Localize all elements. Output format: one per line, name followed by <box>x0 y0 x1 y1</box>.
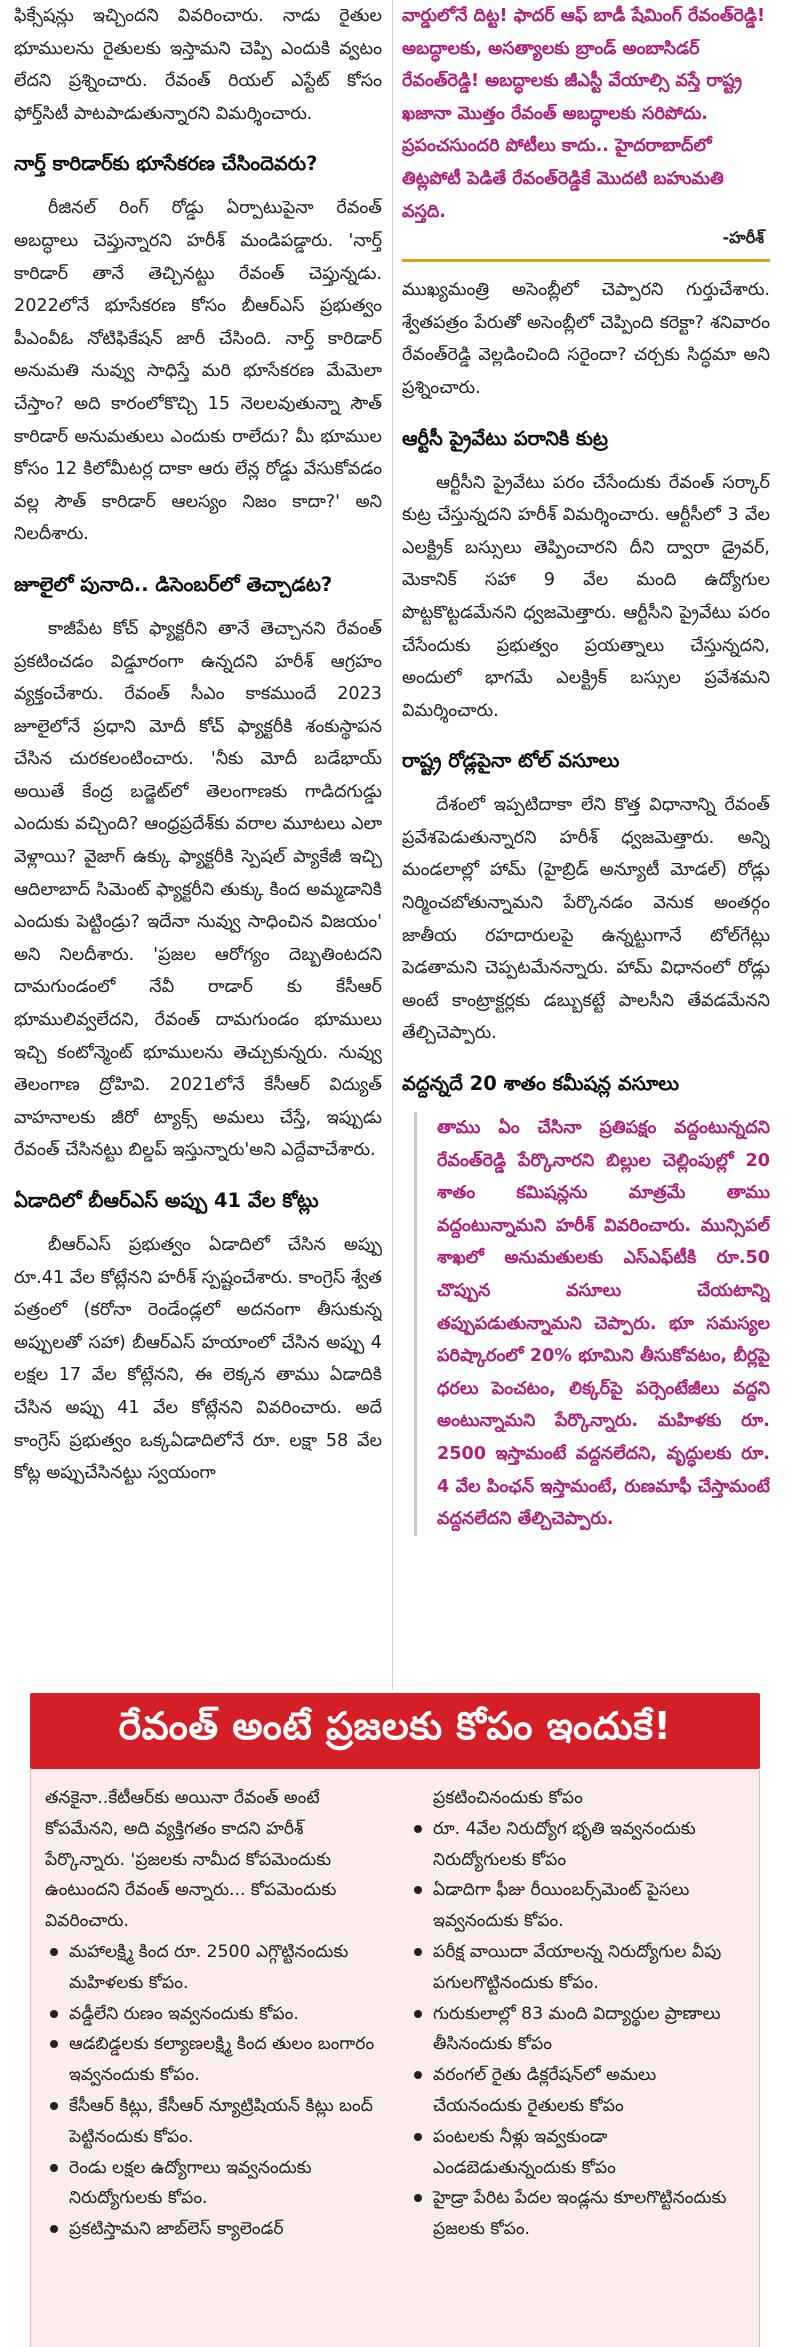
highlight-box <box>414 1112 770 1536</box>
list-item: హైడ్రా పేరిట పేదల ఇండ్లను కూలగొట్టినందుకు ప్రజలకు కోపం. <box>409 2183 744 2245</box>
list-item: పంటలకు నీళ్లు ఇవ్వకుండా ఎండబెడుతున్నందుకు కోపం <box>409 2122 744 2184</box>
right-paragraph-3: దేశంలో ఇప్పటిదాకా లేని కొత్త విధానాన్ని రేవంత్ ప్రవేశపెడుతున్నారని హరీశ్ ధ్వజమెత్తారు. అన్ని మండలాల్లో హామ్ (హైబ్రిడ్ అన్యూటీ మోడల్) రోడ్లు నిర్మించబోతున్నామని పేర్కొనడం వెనుక అంతర్గం జాతీయ రహదారులపై ఉన్నట్టుగానే టోల్‌గేట్లు పెడతామని చెప్పటమేనన్నారు. హామ్ విధానంలో రోడ్లు అంటే కాంట్రాక్టర్లకు డబ్బుకట్టే పాలసీని తేవడమేనని తేల్చిచెప్పారు. <box>402 795 770 1044</box>
list-item: రూ. 4వేల నిరుద్యోగ భృతి ఇవ్వనందుకు నిరుద్యోగులకు కోపం <box>409 1814 744 1876</box>
headline-banner <box>30 1693 760 1769</box>
left-paragraph-4: బీఆర్ఎస్ ప్రభుత్వం ఏడాదిలో చేసిన అప్పు రూ.41 వేల కోట్లేనని హరీశ్ స్పష్టంచేశారు. కాంగ్రెస్ శ్వేత పత్రంలో (కరోనా రెండేండ్లలో అదనంగా తీసుకున్న అప్పులతో సహా) బీఆర్ఎస్ హయాంలో చేసిన అప్పు 4 లక్షల 17 వేల కోట్లేనని, ఈ లెక్కన తాము ఏడాదికి చేసిన అప్పు 41 వేల కోట్లేనని వివరించారు. అదే కాంగ్రెస్ ప్రభుత్వం ఒక్కఏడాదిలోనే రూ. లక్షా 58 వేల కోట్ల అప్పుచేసినట్టు స్వయంగా <box>14 1235 382 1484</box>
list-item: రెండు లక్షల ఉద్యోగాలు ఇవ్వనందుకు నిరుద్యోగులకు కోపం. <box>45 2153 380 2215</box>
list-item: పరీక్ష వాయిదా వేయాలన్న నిరుద్యోగుల వీపు పగులగొట్టినందుకు కోపం. <box>409 1937 744 1999</box>
quote-signature: -హరీశ్ <box>722 228 764 248</box>
reasons-left-column <box>45 1783 380 2245</box>
right-subheading-2: రాష్ట్ర రోడ్లపైనా టోల్ వసూలు <box>402 749 620 773</box>
left-paragraph-1: ఫిక్సేషన్లు ఇచ్చిందని వివరించారు. నాడు రైతుల భూములను రైతులకు ఇస్తామని చెప్పి ఎందుకి వ్వటం లేదని ప్రశ్నించారు. రేవంత్ రియల్ ఎస్టేట్ కోసం ఫోర్త్‌సిటీ పాటపాడుతున్నారని విమర్శించారు. <box>14 6 382 124</box>
list-item-continuation: ప్రకటించినందుకు కోపం <box>433 1788 583 1808</box>
list-item: మహాలక్ష్మి కింద రూ. 2500 ఎగ్గొట్టినందుకు మహిళలకు కోపం. <box>45 1937 380 1999</box>
right-paragraph-2: ఆర్టీసీని ప్రైవేటు పరం చేసేందుకు రేవంత్ సర్కార్ కుట్ర చేస్తున్నదని హరీశ్ విమర్శించారు. ఆర్టీసీలో 3 వేల ఎలక్ట్రిక్ బస్సులు తెప్పించారని దీని ద్వారా డ్రైవర్, మెకానిక్ సహా 9 వేల మంది ఉద్యోగుల పొట్టకొట్టడమేనని ధ్వజమెత్తారు. ఆర్టీసీని ప్రైవేటు పరం చేసేందుకు ప్రభుత్వం ప్రయత్నాలు చేస్తున్నదని, అందులో భాగమే ఎలక్ట్రిక్ బస్సుల ప్రవేశమని విమర్శించారు. <box>402 472 770 721</box>
right-column <box>402 0 770 1536</box>
right-paragraph-1: ముఖ్యమంత్రి అసెంబ్లీలో చెప్పారని గుర్తుచేశారు. శ్వేతపత్రం పేరుతో అసెంబ్లీలో చెప్పింది కరెక్టా? శనివారం రేవంత్‌రెడ్డి వెల్లడించింది సరైందా? చర్చకు సిద్ధమా అని ప్రశ్నించారు. <box>402 280 770 398</box>
list-item: ప్రకటిస్తామని జాబ్‌లెస్ క్యాలెండర్ <box>45 2214 380 2245</box>
right-paragraph-4: తాము ఏం చేసినా ప్రతిపక్షం వద్దంటున్నదని రేవంత్‌రెడ్డి పేర్కొనారని బిల్లుల చెల్లింపుల్లో 20 శాతం కమిషన్లను మాత్రమే తాము వద్దంటున్నామని హరీశ్ వివరించారు. మున్సిపల్ శాఖలో అనుమతులకు ఎస్ఎఫ్‌టీకి రూ.50 చొప్పున వసూలు చేయటాన్ని తప్పుపడుతున్నామని చెప్పారు. భూ సమస్యల పరిష్కారంలో 20% భూమిని తీసుకోవటం, బీర్లపై ధరలు పెంచటం, లిక్కర్‌పై పర్సెంటేజీలు వద్దని అంటున్నామని పేర్కొన్నారు. మహిళకు రూ. 2500 ఇస్తామంటే వద్దనలేదని, వృద్ధులకు రూ. 4 వేల పింఛన్ ఇస్తామంటే, రుణమాఫీ చేస్తామంటే వద్దనలేదని తేల్చిచెప్పారు. <box>437 1118 770 1530</box>
left-subheading-1: నార్త్ కారిడార్‌కు భూసేకరణ చేసిందెవరు? <box>14 152 318 176</box>
reasons-list-right <box>409 1783 744 2245</box>
reasons-box <box>30 1769 760 2347</box>
column-divider <box>392 0 393 1690</box>
pull-quote: వార్డులోనే దిట్ట! ఫాదర్ ఆఫ్ బాడీ షేమింగ్ రేవంత్‌రెడ్డి! అబద్ధాలకు, అసత్యాలకు బ్రాండ్ అంబాసిడర్ రేవంత్‌రెడ్డి! అబద్ధాలకు జీఎస్టీ వేయాల్సి వస్తే రాష్ట్ర ఖజానా మొత్తం రేవంత్ అబద్ధాలకు సరిపోదు. ప్రపంచసుందరి పోటీలు కాదు.. హైదరాబాద్‌లో తిట్లపోటీ పెడితే రేవంత్‌రెడ్డికే మొదటి బహుమతి వస్తది. <box>402 6 765 222</box>
list-item: ఆడబిడ్డలకు కల్యాణలక్ష్మి కింద తులం బంగారం ఇవ్వనందుకు కోపం. <box>45 2029 380 2091</box>
right-subheading-1: ఆర్టీసీ ప్రైవేటు పరానికి కుట్ర <box>402 426 608 450</box>
list-item: వడ్డీలేని రుణం ఇవ్వనందుకు కోపం. <box>45 1999 380 2030</box>
banner-title: రేవంత్ అంటే ప్రజలకు కోపం ఇందుకే! <box>118 1704 672 1748</box>
list-item: వరంగల్ రైతు డిక్లరేషన్‌లో అమలు చేయనందుకు రైతులకు కోపం <box>409 2060 744 2122</box>
list-item: కేసీఆర్ కిట్లు, కేసీఆర్ న్యూట్రిషియన్ కిట్లు బంద్ పెట్టినందుకు కోపం. <box>45 2091 380 2153</box>
reasons-list-left <box>45 1937 380 2245</box>
list-item: గురుకులాల్లో 83 మంది విద్యార్థుల ప్రాణాలు తీసినందుకు కోపం <box>409 1999 744 2061</box>
list-item: ఏడాదిగా ఫీజు రీయింబర్స్‌మెంట్ పైసలు ఇవ్వనందుకు కోపం. <box>409 1875 744 1937</box>
left-paragraph-2: రీజినల్ రింగ్ రోడ్డు ఏర్పాటుపైనా రేవంత్ అబద్ధాలు చెప్తున్నారని హరీశ్ మండిపడ్డారు. 'నార్త్ కారిడార్ తానే తెచ్చినట్టు రేవంత్ చెప్తున్నడు. 2022లోనే భూసేకరణ కోసం బీఆర్ఎస్ ప్రభుత్వం పీఎంవీఓ నోటిఫికేషన్ జారీ చేసింది. నార్త్ కారిడార్ అనుమతి నువ్వు సాధిస్తే మరి భూసేకరణ మేమెలా చేస్తాం? అది కారంలోకొచ్చి 15 నెలలవుతున్నా సౌత్ కారిడార్ అనుమతులు ఎందుకు రాలేదు? మీ భూముల కోసం 12 కిలోమీటర్ల దాకా ఆరు లేన్ల రోడ్డు వేసుకోవడం వల్ల సౌత్ కారిడార్ ఆలస్యం నిజం కాదా?' అని నిలదీశారు. <box>14 198 382 545</box>
left-paragraph-3: కాజీపేట కోచ్ ఫ్యాక్టరీని తానే తెచ్చానని రేవంత్ ప్రకటించడం విడ్డూరంగా ఉన్నదని హరీశ్ ఆగ్రహం వ్యక్తంచేశారు. రేవంత్ సీఎం కాకముందే 2023 జూలైలోనే ప్రధాని మోదీ కోచ్ ఫ్యాక్టరీకి శంకుస్థాపన చేసిన చురకలంటించారు. 'నీకు మోదీ బడేభాయ్ అయితే కేంద్ర బడ్జెట్‌లో తెలంగాణకు గాడిదగుడ్డు ఎందుకు వచ్చింది? ఆంధ్రప్రదేశ్‌కు వరాల మూటలు ఎలా వెళ్లాయి? వైజాగ్ ఉక్కు ఫ్యాక్టరీకి స్పెషల్ ప్యాకేజీ ఇచ్చి ఆదిలాబాద్ సిమెంట్ ఫ్యాక్టరీని తుక్కు కింద అమ్మడానికి ఎందుకు పెట్టిండ్రు? ఇదేనా నువ్వు సాధించిన విజయం' అని నిలదీశారు. 'ప్రజల ఆరోగ్యం దెబ్బతింటదని దామగుండంలో నేవీ రాడార్ కు కేసీఆర్ భూములివ్వలేదని, రేవంత్ దామగుండం భూములు ఇచ్చి కంటోన్మెంట్ భూములను తెచ్చుకున్నరు. నువ్వు తెలంగాణ ద్రోహివి. 2021లోనే కేసీఆర్ విద్యుత్ వాహనాలకు జీరో ట్యాక్స్ అమలు చేస్తే, ఇప్పుడు రేవంత్ చేసినట్టు బిల్డప్ ఇస్తున్నారు'అని ఎద్దేవాచేశారు. <box>14 618 382 1161</box>
quote-rule <box>402 259 770 262</box>
right-subheading-3: వద్దన్నదే 20 శాతం కమీషన్ల వసూలు <box>402 1072 679 1096</box>
left-subheading-2: జూలైలో పునాది.. డిసెంబర్‌లో తెచ్చాడట? <box>14 572 333 596</box>
left-column <box>14 0 382 1490</box>
reasons-right-column <box>409 1783 744 2245</box>
left-subheading-3: ఏడాదిలో బీఆర్ఎస్ అప్పు 41 వేల కోట్లు <box>14 1189 319 1212</box>
reasons-intro: తనకైనా..కేటీఆర్‌కు అయినా రేవంత్ అంటే కోపమేనని, అది వ్యక్తిగతం కాదని హరీశ్ పేర్కొన్నారు. 'ప్రజలకు నామీద కోపమెందుకు ఉంటుందని రేవంత్ అన్నారు... కోపమెందుకు వివరించారు. <box>45 1788 337 1932</box>
